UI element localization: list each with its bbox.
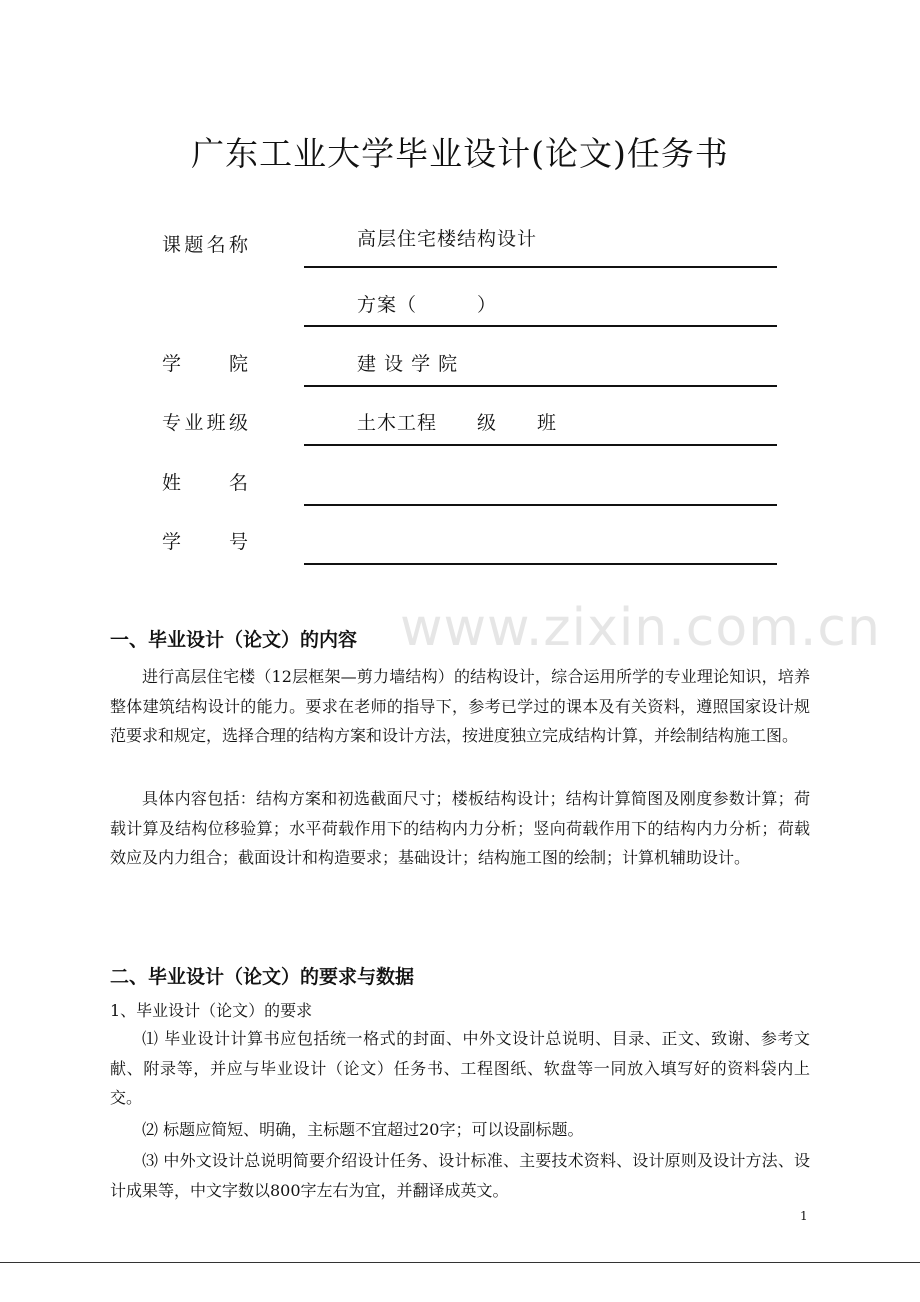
content-paragraph: 进行高层住宅楼（12层框架—剪力墙结构）的结构设计，综合运用所学的专业理论知识，培养整体建筑结构设计的能力。要求在老师的指导下，参考已学过的课本及有关资料，遵照国家设计规范要求和规定，选择合理的结构方案和设计方法，按进度独立完成结构计算，并绘制结构施工图。 <box>110 667 810 745</box>
page-title: 广东工业大学毕业设计(论文)任务书 <box>191 134 729 173</box>
form-line-school <box>304 385 777 387</box>
form-label-topic: 课题名称 <box>162 234 248 256</box>
form-value-topic: 高层住宅楼结构设计 <box>357 228 538 250</box>
watermark: www.zixin.com.cn <box>400 598 881 658</box>
form-label-school: 学 院 <box>162 353 248 375</box>
requirement-item: ⑴ 毕业设计计算书应包括统一格式的封面、中外文设计总说明、目录、正文、致谢、参考文献、附录等，并应与毕业设计（论文）任务书、工程图纸、软盘等一同放入填写好的资料袋内上交。 <box>110 1029 810 1107</box>
section-heading-content: 一、毕业设计（论文）的内容 <box>110 629 358 651</box>
form-line-topic <box>304 266 777 268</box>
form-line-student-id <box>304 563 777 565</box>
content-paragraph: 具体内容包括：结构方案和初选截面尺寸；楼板结构设计；结构计算简图及刚度参数计算；荷载计算及结构位移验算；水平荷载作用下的结构内力分析；竖向荷载作用下的结构内力分析；荷载效应及内力组合；截面设计和构造要求；基础设计；结构施工图的绘制；计算机辅助设计。 <box>110 789 810 867</box>
form-line-name <box>304 504 777 506</box>
form-value-school: 建 设 学 院 <box>357 353 459 375</box>
form-label-name: 姓 名 <box>162 472 248 494</box>
page-bottom-rule <box>0 1262 920 1263</box>
section-heading-requirements: 二、毕业设计（论文）的要求与数据 <box>110 966 415 988</box>
form-line-class <box>304 444 777 446</box>
form-value-scheme: 方案（ ） <box>357 294 498 316</box>
page-number: 1 <box>800 1209 808 1223</box>
form-value-class: 土木工程 级 班 <box>357 412 558 434</box>
requirement-item: ⑵ 标题应简短、明确，主标题不宜超过20字；可以设副标题。 <box>142 1120 584 1139</box>
form-line-scheme <box>304 325 777 327</box>
requirements-subheading: 1、毕业设计（论文）的要求 <box>110 1001 313 1020</box>
form-label-student-id: 学 号 <box>162 531 248 553</box>
form-label-class: 专业班级 <box>162 412 248 434</box>
requirement-item: ⑶ 中外文设计总说明简要介绍设计任务、设计标准、主要技术资料、设计原则及设计方法、设计成果等，中文字数以800字左右为宜，并翻译成英文。 <box>110 1151 810 1200</box>
